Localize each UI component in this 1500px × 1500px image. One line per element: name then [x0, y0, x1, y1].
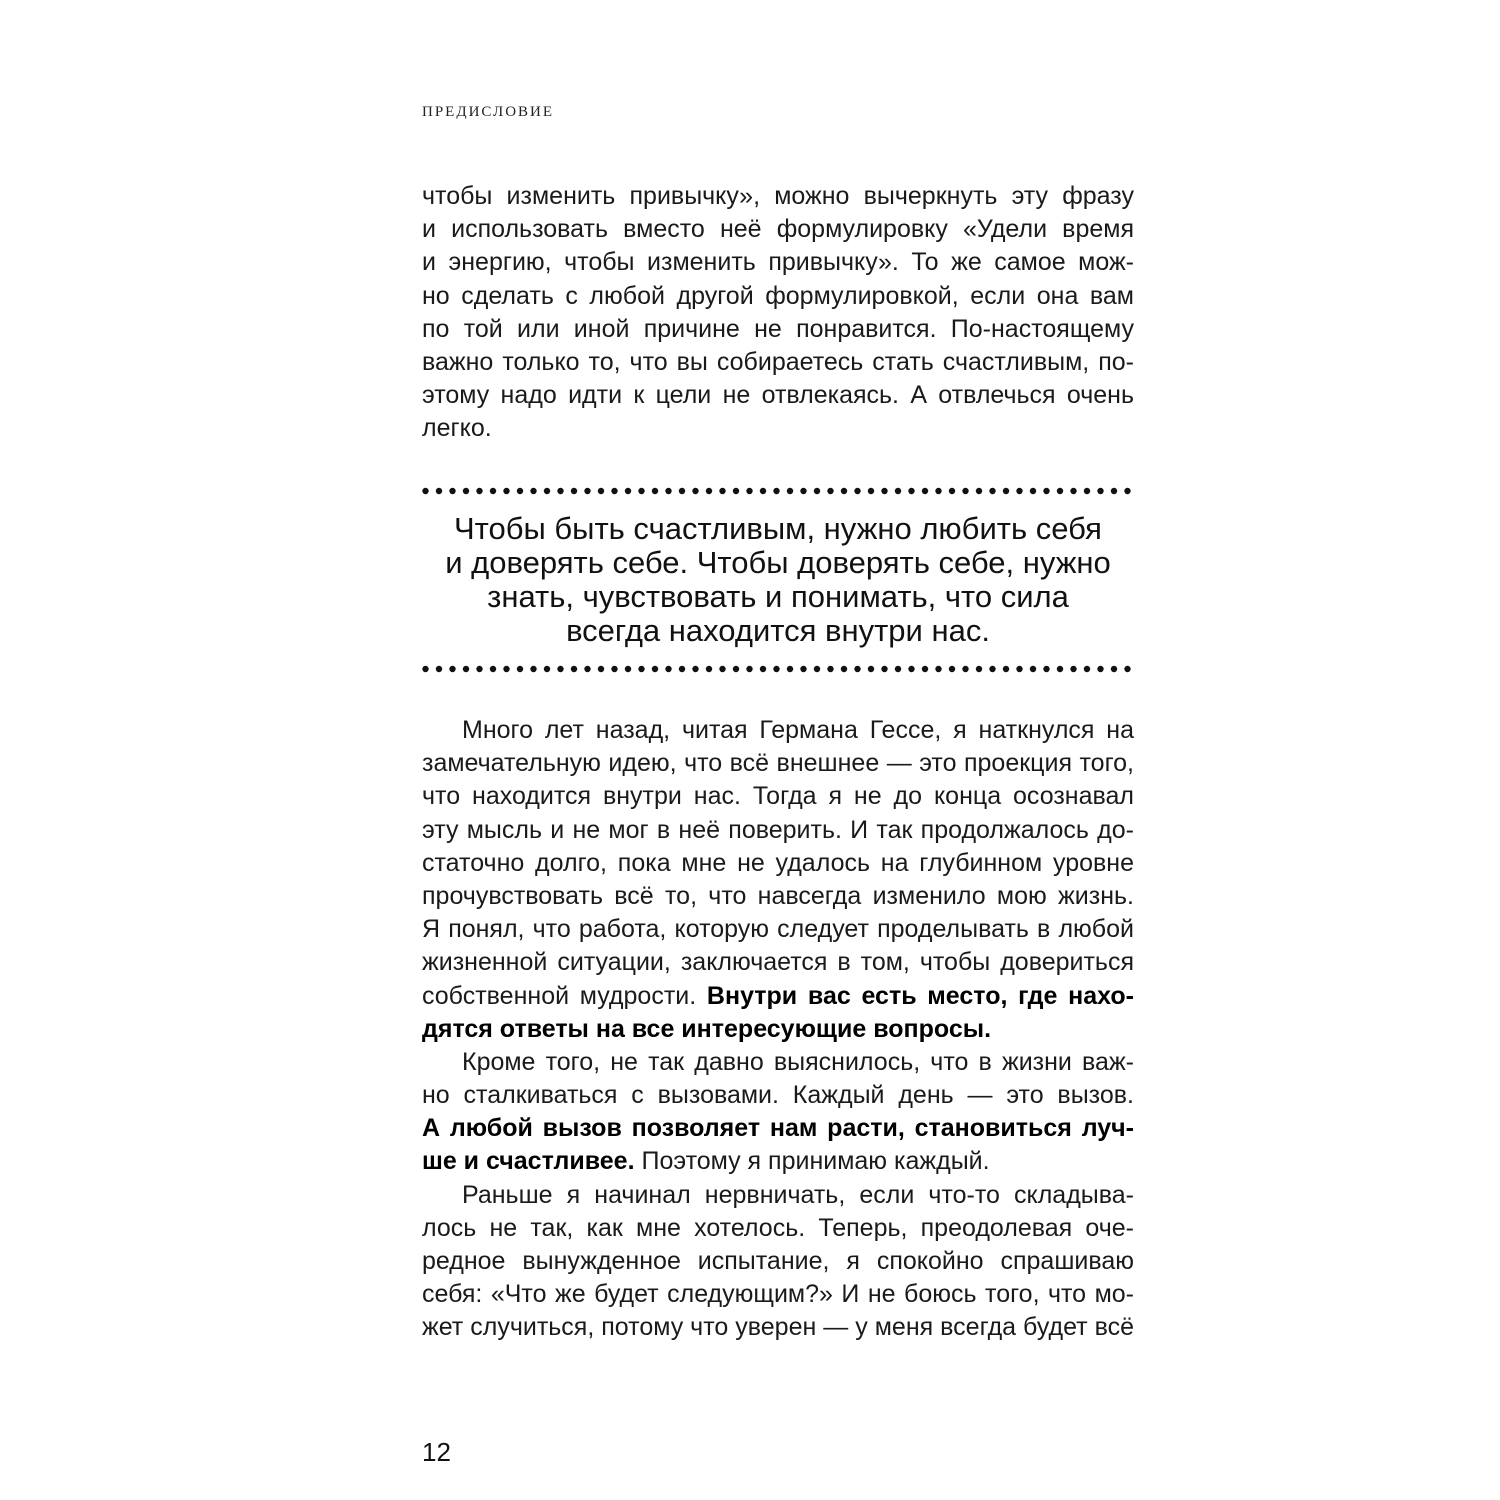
pull-quote: [422, 484, 1134, 676]
regular-text: собственной мудрости.: [422, 981, 707, 1010]
text-line: что находится внутри нас. Тогда я не до конца осознавал: [422, 782, 1134, 811]
paragraph-1: [422, 180, 1134, 446]
text-line: редное вынужденное испытание, я спокойно спрашиваю: [422, 1247, 1134, 1275]
running-head: ПРЕДИСЛОВИЕ: [422, 104, 555, 120]
quote-line: Чтобы быть счастливым, нужно любить себя: [454, 511, 1102, 546]
quote-line: всегда находится внутри нас.: [566, 613, 990, 648]
text-line: по той или иной причине не понравится. По-настоящему: [422, 314, 1134, 343]
text-line: жизненной ситуации, заключается в том, чтобы довериться: [422, 948, 1134, 977]
text-line: жет случиться, потому что уверен — у меня всегда будет всё: [422, 1313, 1134, 1342]
text-line: замечательную идею, что всё внешнее — это проекция того,: [422, 749, 1134, 778]
text-line: [422, 1145, 1134, 1178]
bold-text: Внутри вас есть место, где нахо-: [706, 981, 1134, 1010]
bold-text: А любой вызов позволяет нам расти, становиться луч-: [422, 1114, 1134, 1143]
regular-text: Поэтому я принимаю каждый.: [634, 1147, 990, 1176]
page-number: 12: [422, 1437, 451, 1467]
text-line: [422, 1013, 1134, 1046]
text-line: Я понял, что работа, которую следует проделывать в любой: [422, 915, 1134, 944]
text-line: [422, 980, 1134, 1013]
text-line: лось не так, как мне хотелось. Теперь, преодолевая оче-: [422, 1213, 1134, 1242]
pull-quote-text: [422, 498, 1134, 662]
bold-text: дятся ответы на все интересующие вопросы.: [422, 1014, 992, 1043]
text-line: статочно долго, пока мне не удалось на глубинном уровне: [422, 848, 1134, 877]
dotted-divider-bottom: [422, 662, 1134, 676]
bold-text: ше и счастливее.: [422, 1147, 635, 1176]
text-line: этому надо идти к цели не отвлекаясь. А отвлечься очень: [422, 381, 1134, 410]
quote-line: знать, чувствовать и понимать, что сила: [487, 579, 1069, 614]
text-line: прочувствовать всё то, что навсегда изменило мою жизнь.: [422, 881, 1134, 910]
dotted-divider-top: [422, 484, 1134, 498]
text-line: но сделать с любой другой формулировкой, если она вам: [422, 281, 1134, 310]
text-line: и энергию, чтобы изменить привычку». То же самое мож-: [422, 248, 1134, 277]
text-line: но сталкиваться с вызовами. Каждый день — это вызов.: [422, 1081, 1134, 1110]
text-line: Раньше я начинал нервничать, если что-то складыва-: [462, 1180, 1134, 1209]
body-text: [422, 714, 1134, 1345]
text-line: чтобы изменить привычку», можно вычеркнуть эту фразу: [422, 182, 1134, 210]
text-line: себя: «Что же будет следующим?» И не боюсь того, что мо-: [422, 1280, 1134, 1309]
text-line: Кроме того, не так давно выяснилось, что в жизни важ-: [462, 1047, 1134, 1076]
quote-line: и доверять себе. Чтобы доверять себе, нужно: [445, 545, 1111, 580]
text-line: [422, 1112, 1134, 1145]
text-line: важно только то, что вы собираетесь стать счастливым, по-: [422, 347, 1134, 376]
text-line: и использовать вместо неё формулировку «Удели время: [422, 215, 1134, 244]
text-line: легко.: [422, 414, 492, 443]
text-line: Много лет назад, читая Германа Гессе, я наткнулся на: [462, 716, 1134, 744]
text-line: эту мысль и не мог в неё поверить. И так продолжалось до-: [422, 815, 1134, 844]
